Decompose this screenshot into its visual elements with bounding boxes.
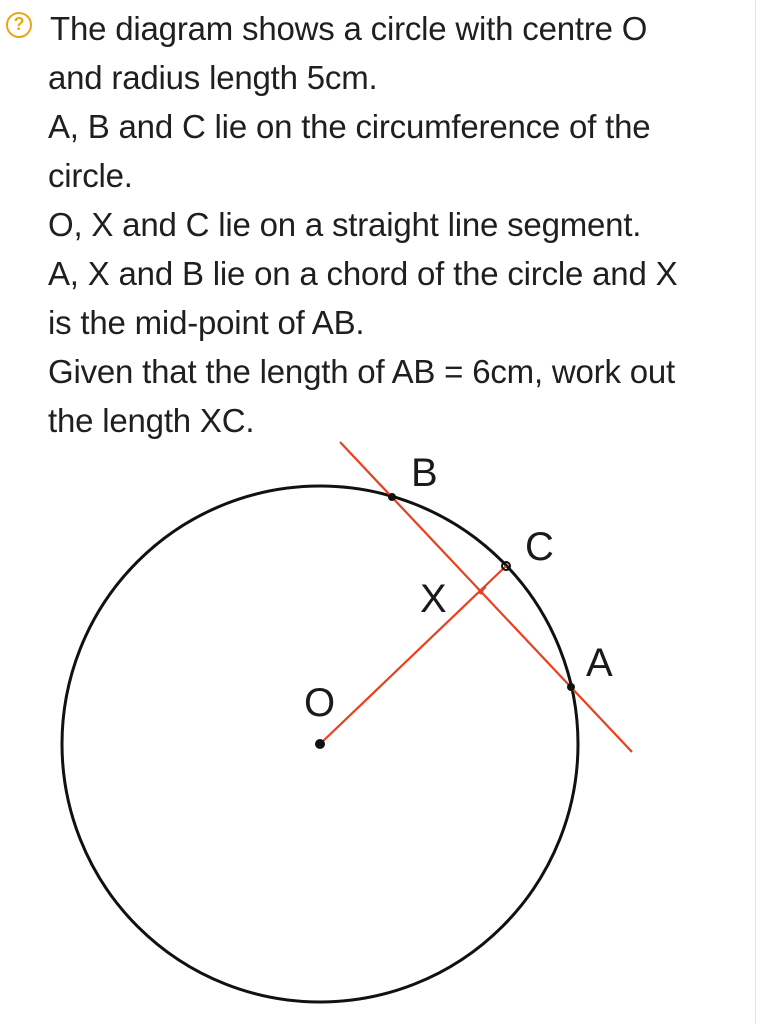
- question-line: and radius length 5cm.: [48, 59, 378, 96]
- label-a: A: [586, 641, 613, 685]
- label-b: B: [411, 451, 438, 495]
- point-o: [315, 739, 325, 749]
- question-line: O, X and C lie on a straight line segment.: [48, 206, 642, 243]
- question-line: A, X and B lie on a chord of the circle and X: [48, 255, 678, 292]
- question-mark-icon[interactable]: ?: [6, 12, 32, 38]
- question-line: the length XC.: [48, 402, 255, 439]
- question-line: Given that the length of AB = 6cm, work out: [48, 353, 676, 390]
- label-x: X: [420, 577, 447, 621]
- label-o: O: [304, 681, 336, 725]
- question-line: The diagram shows a circle with centre O: [50, 10, 648, 47]
- question-line: is the mid-point of AB.: [48, 304, 365, 341]
- question-line: circle.: [48, 157, 133, 194]
- point-a: [567, 683, 575, 691]
- chord-line-ab: [340, 442, 632, 752]
- point-b: [388, 493, 396, 501]
- point-x: [479, 590, 484, 595]
- question-line: A, B and C lie on the circumference of the: [48, 108, 651, 145]
- label-c: C: [525, 525, 554, 569]
- segment-oc: [320, 566, 506, 744]
